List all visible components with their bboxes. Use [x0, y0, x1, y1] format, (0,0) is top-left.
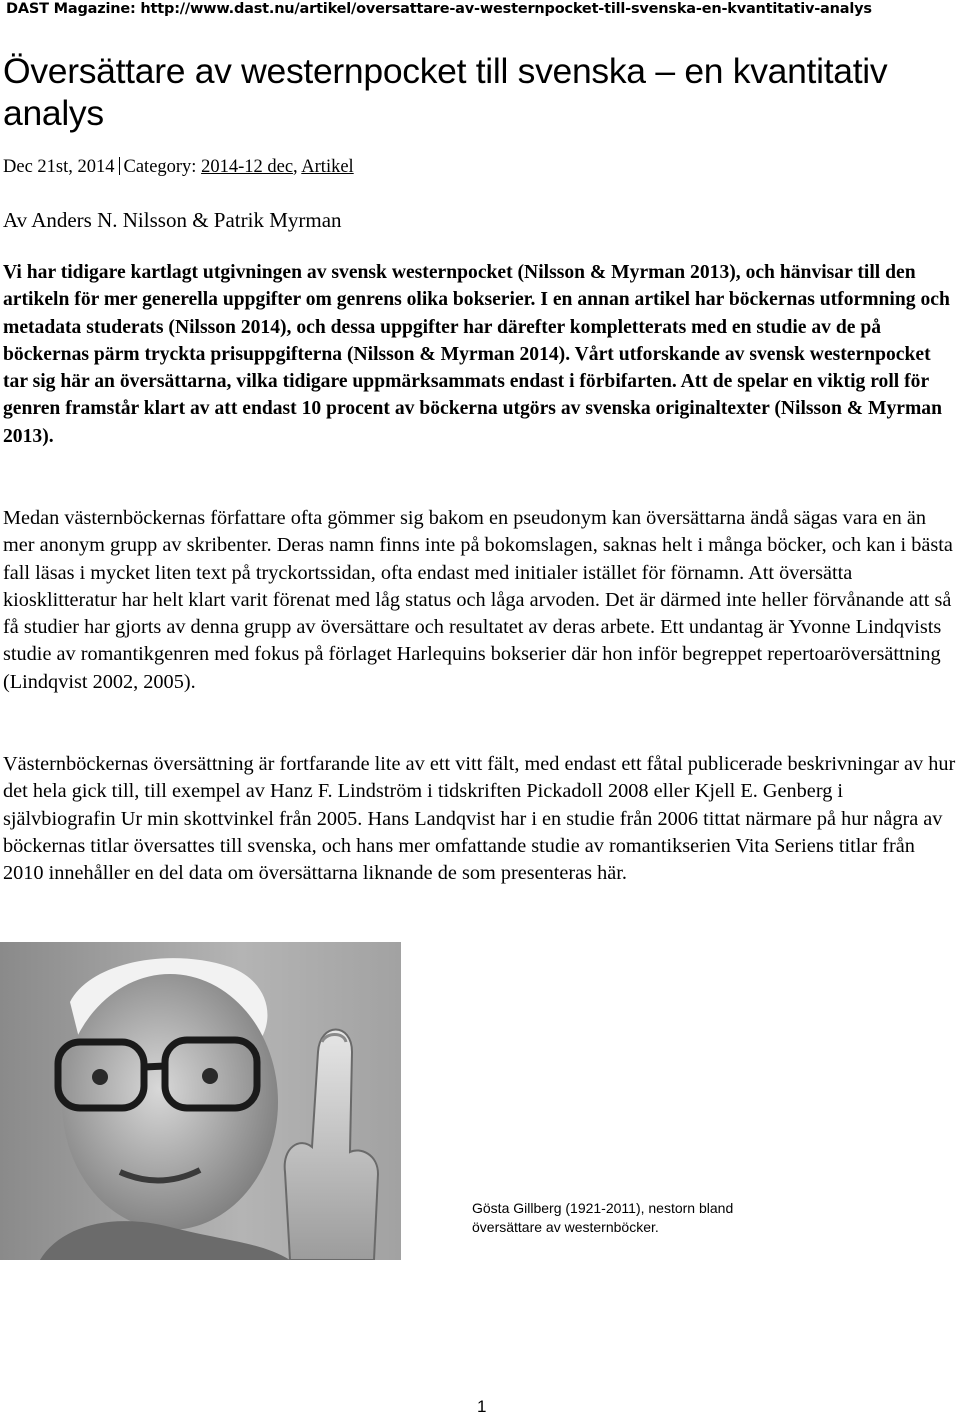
body-paragraph: Medan västernböckernas författare ofta gömmer sig bakom en pseudonym kan översättarna ändå sägas vara en än mer anonym grupp av skribenter. Deras namn finns inte på bokomslagen, saknas helt i många böcker, och kan i bästa fall läsas i mycket liten text på tryckortssidan, ofta endast med initialer istället för förnamn. Att översätta kiosklitteratur har helt klart varit förenat med låg status och låga arvoden. Det är därmed inte heller förvånande att så få studier har gjorts av denna grupp av översättare och resultatet av deras arbete. Ett undantag är Yvonne Lindqvists studie av romantikgenren med fokus på förlaget Harlequins bokserier där hon inför begreppet repertoaröversättning (Lindqvist 2002, 2005).	[3, 507, 953, 693]
lead-paragraph: Vi har tidigare kartlagt utgivningen av svensk westernpocket (Nilsson & Myrman 2013), och hänvisar till den artikeln för mer generella uppgifter om genrens olika bokserier. I en annan artikel har böckernas utformning och metadata studerats (Nilsson 2014), och dessa uppgifter har därefter kompletterats med en studie av de på böckernas pärm tryckta prisuppgifterna (Nilsson & Myrman 2014). Vårt utforskande av svensk westernpocket tar sig här an översättarna, vilka tidigare uppmärksammats endast i förbifarten. Att de spelar en viktig roll för genren framstår klart av att endast 10 procent av böckerna utgörs av svenska originaltexter (Nilsson & Myrman 2013).	[3, 262, 950, 447]
portrait-illustration	[0, 942, 401, 1260]
category-link-month[interactable]: 2014-12 dec	[201, 157, 294, 177]
category-link-artikel[interactable]: Artikel	[301, 157, 354, 177]
body-paragraph: Västernböckernas översättning är fortfarande lite av ett vitt fält, med endast ett fåtal publicerade beskrivningar av hur det hela gick till, till exempel av Hanz F. Lindström i tidskriften Pickadoll 2008 eller Kjell E. Genberg i självbiografin Ur min skottvinkel från 2005. Hans Landqvist har i en studie från 2006 tittat närmare på hur några av böckernas titlar översattes till svenska, och hans mer omfattande studie av romantikserien Vita Seriens titlar från 2010 innehåller en del data om översättarna liknande de som presenteras här.	[3, 753, 956, 885]
photo-caption: Gösta Gillberg (1921-2011), nestorn bland översättare av westernböcker.	[472, 1200, 734, 1235]
portrait-photo	[0, 942, 401, 1260]
source-url-header: DAST Magazine: http://www.dast.nu/artikel/oversattare-av-westernpocket-till-svenska-en-kvantitativ-analys	[6, 1, 872, 17]
category-label: Category:	[123, 157, 197, 177]
meta-divider	[119, 157, 120, 175]
category-separator: ,	[293, 157, 302, 177]
article-byline: Av Anders N. Nilsson & Patrik Myrman	[3, 208, 342, 232]
article-date: Dec 21st, 2014	[3, 157, 115, 177]
article-title: Översättare av westernpocket till svenska – en kvantitativ analys	[3, 51, 888, 133]
article-meta	[3, 155, 354, 179]
page-number: 1	[477, 1397, 487, 1416]
